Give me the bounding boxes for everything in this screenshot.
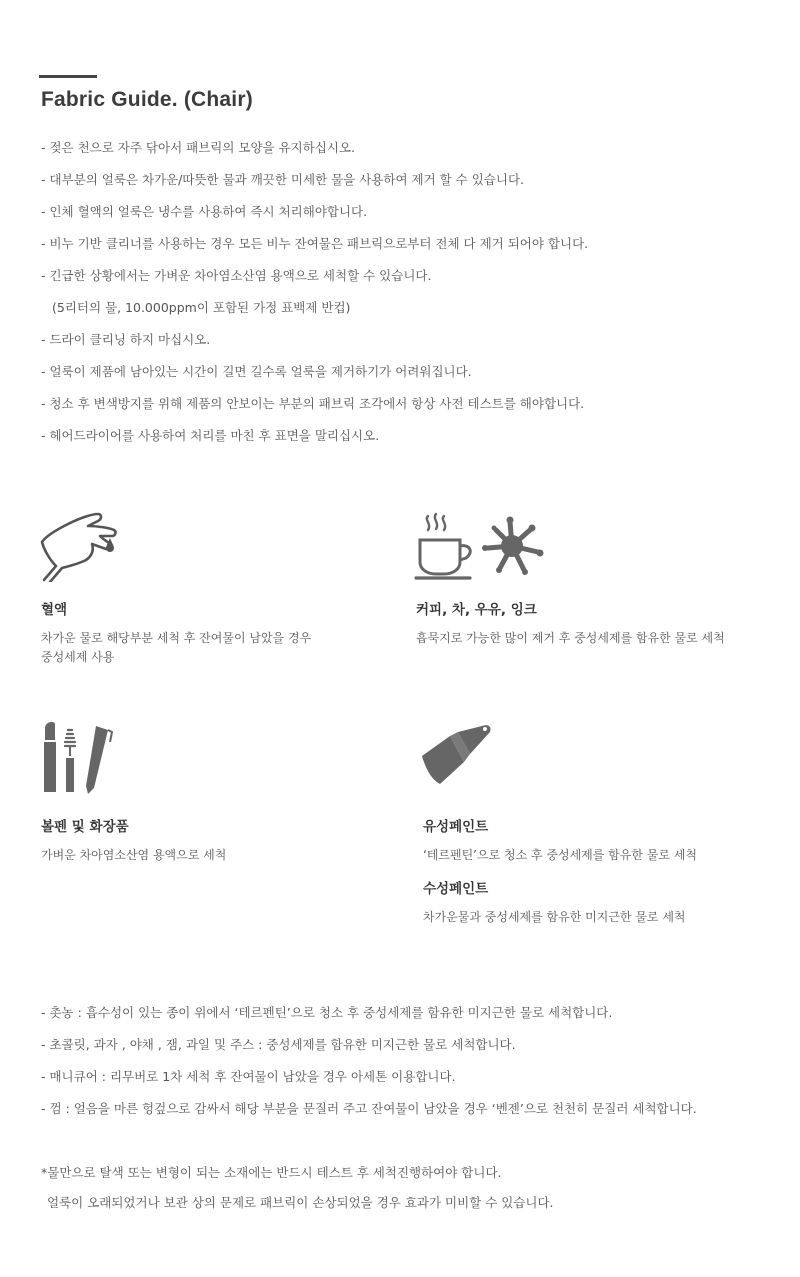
guide-line: - 젖은 천으로 자주 닦아서 패브릭의 모양을 유지하십시오.: [41, 140, 356, 155]
stain-desc: 차가운물과 중성세제를 함유한 미지근한 물로 세척: [423, 910, 686, 924]
extra-line: - 매니큐어 : 리무버로 1차 세척 후 잔여물이 남았을 경우 아세톤 이용합니다.: [41, 1069, 456, 1084]
stain-desc: ‘테르펜틴’으로 청소 후 중성세제를 함유한 물로 세척: [423, 848, 697, 862]
hand-blood-drop-icon: [40, 510, 120, 582]
guide-line: - 헤어드라이어를 사용하여 처리를 마친 후 표면을 말리십시오.: [41, 428, 380, 443]
guide-list: [41, 138, 791, 458]
guide-line: - 긴급한 상황에서는 가벼운 차아염소산염 용액으로 세척할 수 있습니다.: [41, 268, 432, 283]
stain-desc: 중성세제 사용: [41, 650, 115, 664]
stain-label: 볼펜 및 화장품: [41, 819, 129, 835]
stain-pen: [41, 815, 226, 865]
guide-line: - 인체 혈액의 얼룩은 냉수를 사용하여 즉시 처리해야합니다.: [41, 204, 368, 219]
title-rule: [39, 75, 97, 78]
cosmetics-pen-icon: [40, 718, 122, 800]
stain-label: 수성페인트: [423, 881, 489, 897]
guide-line: - 대부분의 얼룩은 차가운/따뜻한 물과 깨끗한 미세한 물을 사용하여 제거 할 수 있습니다.: [41, 172, 525, 187]
page-title: Fabric Guide. (Chair): [41, 88, 253, 111]
note-line: *물만으로 탈색 또는 변형이 되는 소재에는 반드시 테스트 후 세척진행하여야 합니다.: [41, 1165, 502, 1180]
guide-line: - 드라이 클리닝 하지 마십시오.: [41, 332, 211, 347]
stain-desc: 차가운 물로 해당부분 세척 후 잔여물이 남았을 경우: [41, 631, 312, 645]
guide-line: - 비누 기반 클리너를 사용하는 경우 모든 비누 잔여물은 패브릭으로부터 전체 다 제거 되어야 합니다.: [41, 236, 589, 251]
paint-brush-icon: [420, 722, 502, 788]
coffee-cup-splash-icon: [414, 512, 544, 582]
guide-line: (5리터의 물, 10.000ppm이 포함된 가정 표백제 반컵): [52, 300, 351, 315]
stain-desc: 가벼운 차아염소산염 용액으로 세척: [41, 848, 227, 862]
guide-line: - 얼룩이 제품에 남아있는 시간이 길면 길수록 얼룩을 제거하기가 어려워집니다.: [41, 364, 472, 379]
stain-blood: [41, 598, 311, 667]
stain-label: 유성페인트: [423, 819, 489, 835]
extra-list: [41, 1003, 796, 1131]
stain-oil-paint: [423, 815, 697, 865]
stain-coffee: [416, 598, 725, 648]
stain-desc: 흡묵지로 가능한 많이 제거 후 중성세제를 함유한 물로 세척: [416, 631, 725, 645]
extra-line: - 초콜릿, 과자 , 야채 , 잼, 과일 및 주스 : 중성세제를 함유한 미지근한 물로 세척합니다.: [41, 1037, 516, 1052]
stain-water-paint: [423, 877, 686, 927]
extra-line: - 촛농 : 흡수성이 있는 종이 위에서 ‘테르펜틴’으로 청소 후 중성세제를 함유한 미지근한 물로 세척합니다.: [41, 1005, 613, 1020]
note-line: 얼룩이 오래되었거나 보관 상의 문제로 패브릭이 손상되었을 경우 효과가 미비할 수 있습니다.: [47, 1195, 554, 1210]
guide-line: - 청소 후 변색방지를 위해 제품의 안보이는 부분의 패브릭 조각에서 항상 사전 테스트를 해야합니다.: [41, 396, 585, 411]
notes: [41, 1163, 796, 1223]
stain-label: 혈액: [41, 602, 68, 618]
extra-line: - 껌 : 얼음을 마른 헝겊으로 감싸서 해당 부분을 문질러 주고 잔여물이 남았을 경우 ‘벤젠’으로 천천히 문질러 세척합니다.: [41, 1101, 697, 1116]
stain-label: 커피, 차, 우유, 잉크: [416, 602, 537, 618]
